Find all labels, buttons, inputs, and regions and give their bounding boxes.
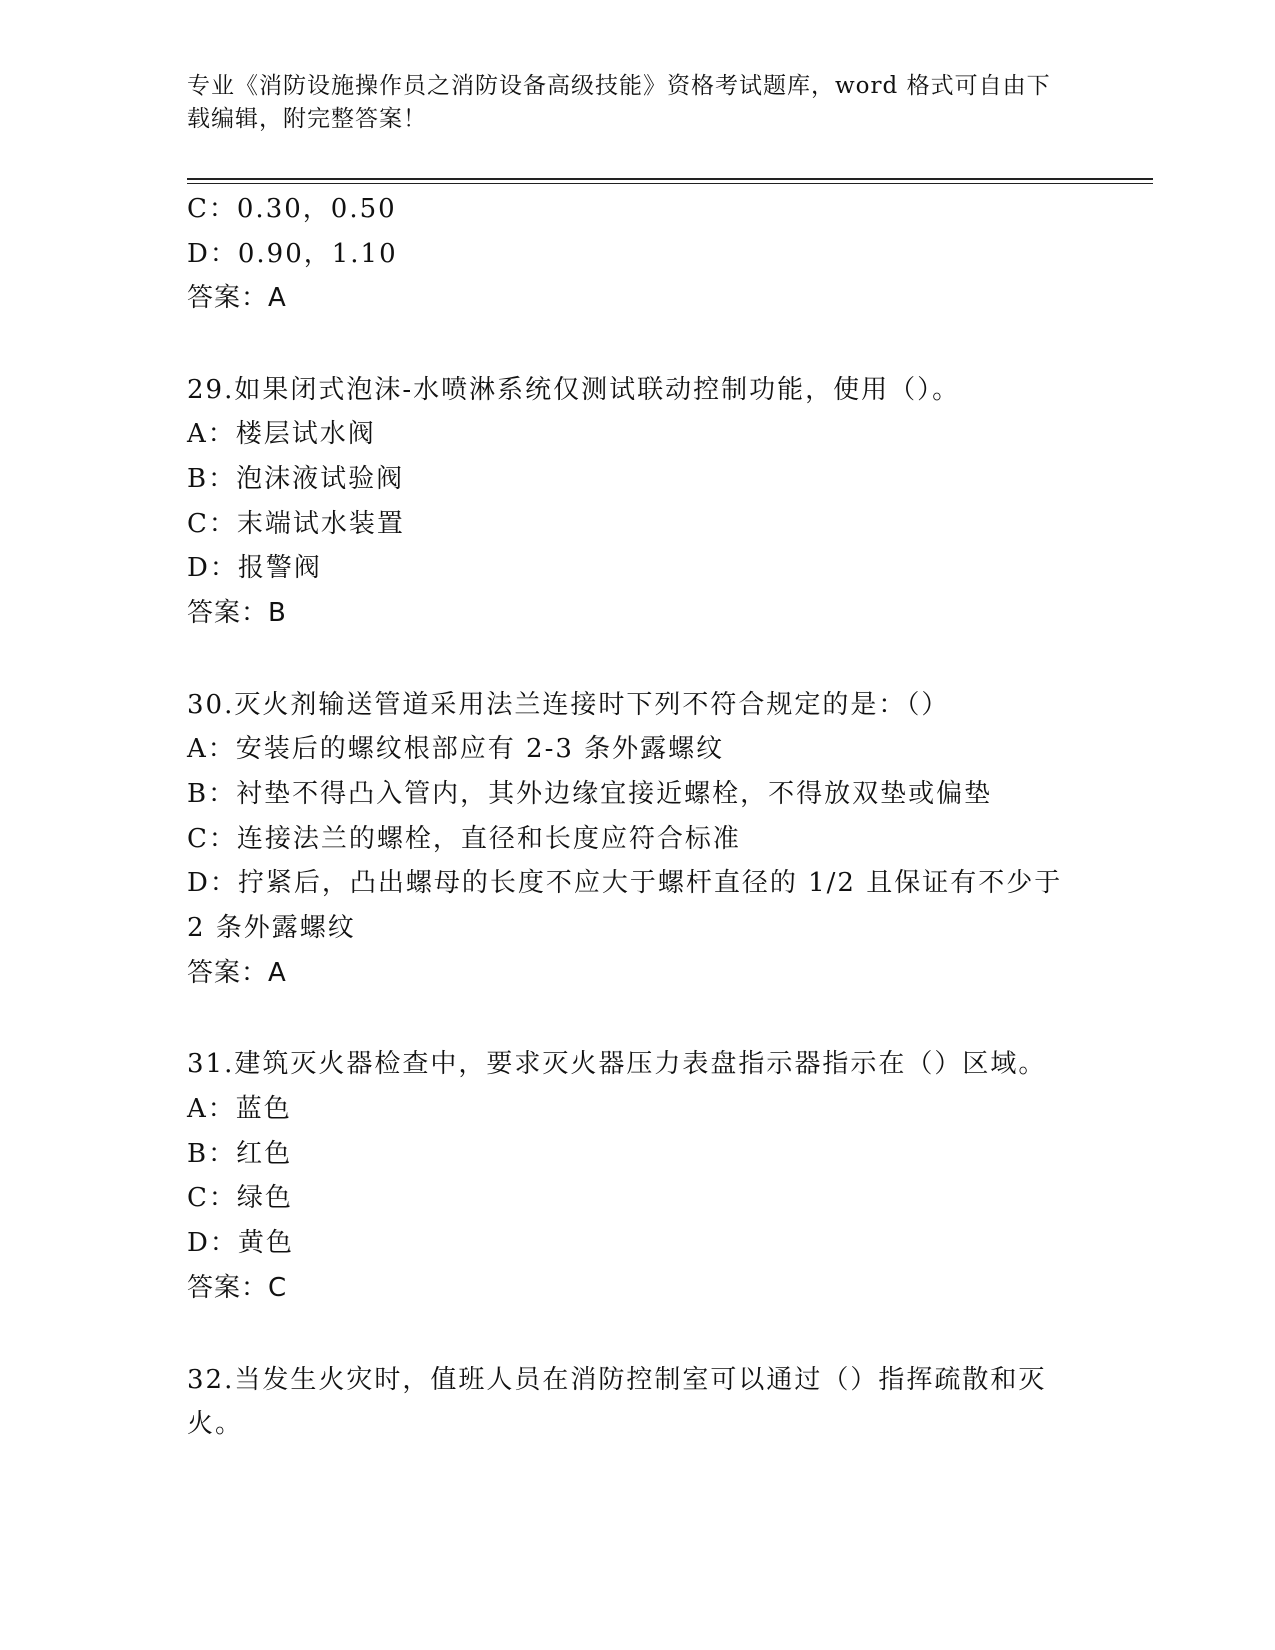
option-c: C：绿色 <box>187 1183 293 1213</box>
question-stem: 29.如果闭式泡沫-水喷淋系统仅测试联动控制功能，使用（）。 <box>187 375 961 405</box>
answer: 答案：C <box>187 1273 288 1303</box>
header-line-2: 载编辑，附完整答案！ <box>187 106 427 132</box>
option-d: D：报警阀 <box>187 553 322 583</box>
answer: 答案：A <box>187 283 287 313</box>
option-c: C：0.30，0.50 <box>187 194 397 224</box>
answer: 答案：A <box>187 958 287 988</box>
option-a: A：蓝色 <box>187 1094 292 1124</box>
option-d: D：黄色 <box>187 1228 294 1258</box>
question-stem-continued: 火。 <box>187 1409 244 1439</box>
document-header <box>187 70 1067 136</box>
header-divider-thick <box>187 178 1153 180</box>
header-divider-thin <box>187 183 1153 184</box>
question-stem: 32.当发生火灾时，值班人员在消防控制室可以通过（）指挥疏散和灭 <box>187 1365 1047 1395</box>
option-c: C：连接法兰的螺栓，直径和长度应符合标准 <box>187 824 741 854</box>
option-d-continued: 2 条外露螺纹 <box>187 913 356 943</box>
option-d: D：0.90，1.10 <box>187 239 398 269</box>
answer: 答案：B <box>187 598 287 628</box>
question-stem: 30.灭火剂输送管道采用法兰连接时下列不符合规定的是：（） <box>187 690 950 720</box>
header-line-1: 专业《消防设施操作员之消防设备高级技能》资格考试题库，word 格式可自由下 <box>187 73 1051 99</box>
option-a: A：楼层试水阀 <box>187 419 376 449</box>
option-a: A：安装后的螺纹根部应有 2-3 条外露螺纹 <box>187 734 725 764</box>
option-b: B：衬垫不得凸入管内，其外边缘宜接近螺栓，不得放双垫或偏垫 <box>187 779 993 809</box>
option-b: B：红色 <box>187 1139 293 1169</box>
question-stem: 31.建筑灭火器检查中，要求灭火器压力表盘指示器指示在（）区域。 <box>187 1049 1047 1079</box>
option-b: B：泡沫液试验阀 <box>187 464 405 494</box>
option-c: C：末端试水装置 <box>187 509 405 539</box>
option-d: D：拧紧后，凸出螺母的长度不应大于螺杆直径的 1/2 且保证有不少于 <box>187 868 1063 898</box>
